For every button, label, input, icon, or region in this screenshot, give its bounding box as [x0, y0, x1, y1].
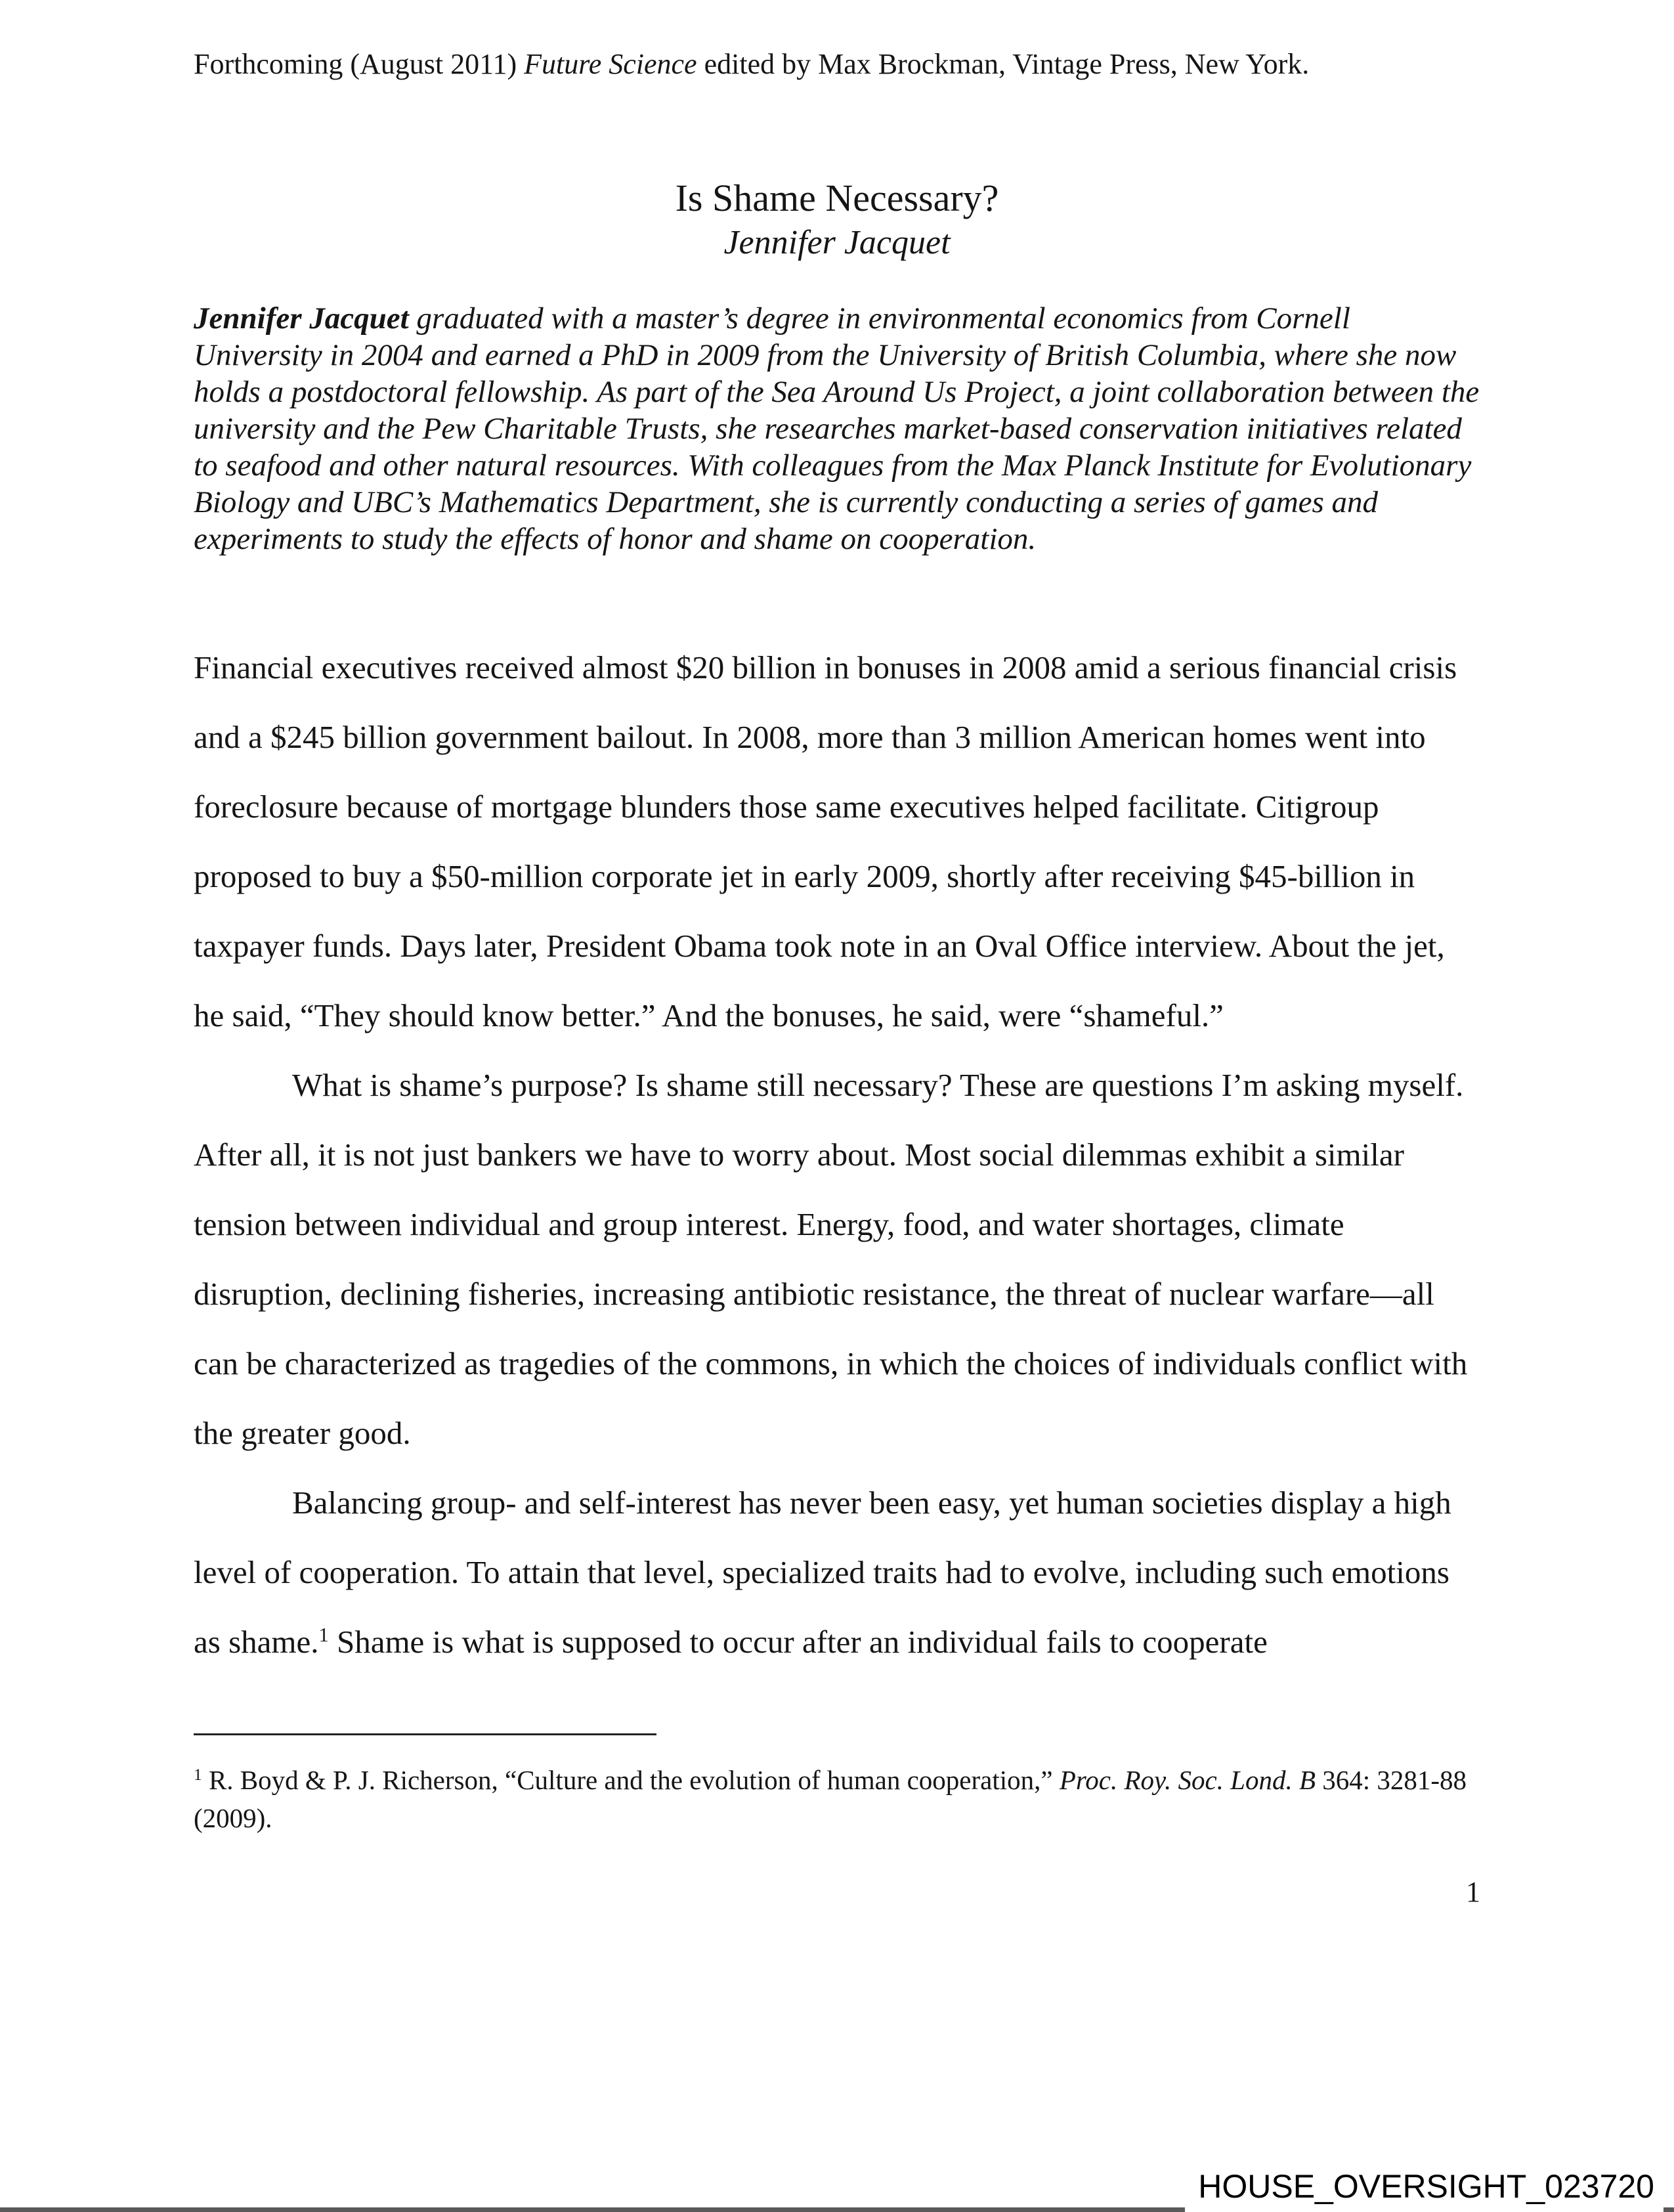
header-note — [194, 46, 1480, 83]
title-block — [194, 175, 1480, 264]
author-bio — [194, 300, 1480, 557]
footnote-journal: Proc. Roy. Soc. Lond. B — [1059, 1765, 1316, 1795]
footnote-text-post: 364: 3281-88 (2009). — [194, 1765, 1467, 1833]
author-name: Jennifer Jacquet — [723, 224, 951, 261]
body-paragraph-3 — [194, 1468, 1480, 1681]
footnote-block — [194, 1733, 1480, 1835]
body-text — [194, 633, 1480, 1681]
footnote-number: 1 — [194, 1766, 202, 1785]
header-note-post: edited by Max Brockman, Vintage Press, New York. — [697, 48, 1310, 80]
body-paragraph-3-continued: Shame is what is supposed to occur after an individual fails to cooperate — [328, 1624, 1268, 1660]
bates-stamp: HOUSE_OVERSIGHT_023720 — [1185, 2163, 1663, 2212]
page-title: Is Shame Necessary? — [675, 177, 999, 219]
footnote-marker: 1 — [318, 1624, 329, 1647]
footnote-separator — [194, 1733, 656, 1735]
body-paragraph-3-text: Balancing group- and self-interest has never been easy, yet human societies display a high level of cooperation. To attain that level, specialized traits had to evolve, including such emotions as shame. — [194, 1485, 1451, 1660]
footnote — [194, 1763, 1480, 1835]
author-bio-text: graduated with a master’s degree in environmental economics from Cornell University in 2004 and earned a PhD in 2009 from the University of British Columbia, where she now holds a postdoctoral fellowship. As part of the Sea Around Us Project, a joint collaboration between the university and the Pew Charitable Trusts, she researches market-based conservation initiatives related to seafood and other natural resources. With colleagues from the Max Planck Institute for Evolutionary Biology and UBC’s Mathematics Department, she is currently conducting a series of games and experiments to study the effects of honor and shame on cooperation. — [194, 301, 1480, 556]
author-bio-name: Jennifer Jacquet — [194, 301, 409, 336]
header-note-pre: Forthcoming (August 2011) — [194, 48, 525, 80]
page-number: 1 — [1466, 1876, 1480, 1908]
body-paragraph-1: Financial executives received almost $20 billion in bonuses in 2008 amid a serious financial crisis and a $245 billion government bailout. In 2008, more than 3 million American homes went into foreclosure because of mortgage blunders those same executives helped facilitate. Citigroup proposed to buy a $50-million corporate jet in early 2009, shortly after receiving $45-billion in taxpayer funds. Days later, President Obama took note in an Oval Office interview. About the jet, he said, “They should know better.” And the bonuses, he said, were “shameful.” — [194, 649, 1457, 1033]
footnote-text-pre: R. Boyd & P. J. Richerson, “Culture and the evolution of human cooperation,” — [202, 1765, 1060, 1795]
header-note-book-title: Future Science — [524, 48, 697, 80]
body-paragraph-2: What is shame’s purpose? Is shame still necessary? These are questions I’m asking myself. After all, it is not just bankers we have to worry about. Most social dilemmas exhibit a similar tension between individual and group interest. Energy, food, and water shortages, climate disruption, declining fisheries, increasing antibiotic resistance, the threat of nuclear warfare—all can be characterized as tragedies of the commons, in which the choices of individuals conflict with the greater good. — [194, 1067, 1468, 1451]
